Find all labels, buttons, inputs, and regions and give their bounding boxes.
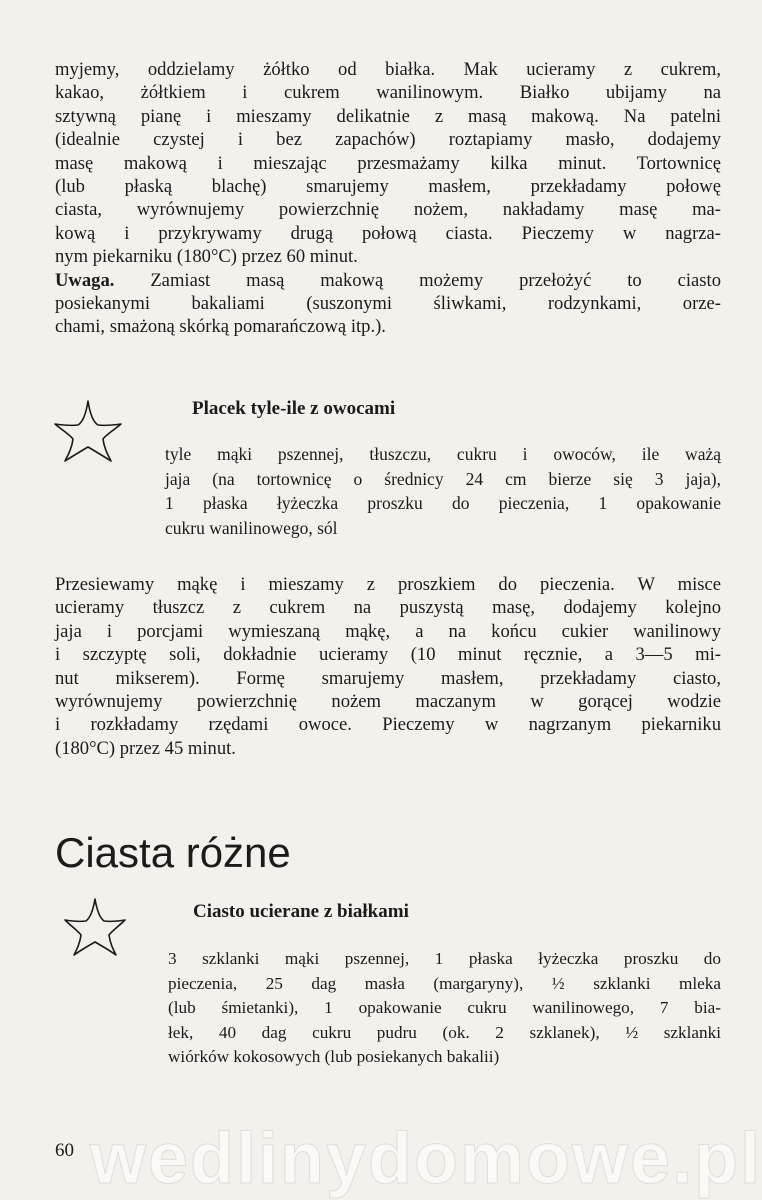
method-line: i rozkładamy rzędami owoce. Pieczemy w nagrzanym piekarniku	[55, 714, 721, 736]
note-line: chami, smażoną skórką pomarańczową itp.).	[55, 316, 386, 338]
method-line: ucieramy tłuszcz z cukrem na puszystą masę, dodajemy kolejno	[55, 597, 721, 619]
section-heading: Ciasta różne	[55, 829, 291, 876]
method-line: jaja i porcjami wymieszaną mąkę, a na końcu cukier wanilinowy	[55, 620, 721, 642]
intro-line: (lub płaską blachę) smarujemy masłem, przekładamy połowę	[55, 176, 721, 198]
ingredients-line: pieczenia, 25 dag masła (margaryny), ½ szklanki mleka	[168, 973, 721, 993]
note-label: Uwaga.	[55, 269, 115, 291]
ingredients-line: wiórków kokosowych (lub posiekanych bakalii)	[168, 1047, 500, 1066]
method-line: nut mikserem). Formę smarujemy masłem, przekładamy ciasto,	[55, 667, 721, 689]
intro-line: (idealnie czystej i bez zapachów) roztapiamy masło, dodajemy	[55, 129, 721, 151]
method-line: (180°C) przez 45 minut.	[55, 737, 236, 759]
intro-line: kową i przykrywamy drugą połową ciasta. Pieczemy w nagrza-	[55, 222, 721, 244]
watermark: wedlinydomowe.pl	[90, 1119, 762, 1199]
method-line: Przesiewamy mąkę i mieszamy z proszkiem do pieczenia. W misce	[55, 574, 721, 595]
intro-line: ciasta, wyrównujemy powierzchnię nożem, nakładamy masę ma-	[55, 199, 721, 221]
method-line: i szczyptę soli, dokładnie ucieramy (10 minut ręcznie, a 3—5 mi-	[55, 644, 721, 666]
recipe-title: Placek tyle-ile z owocami	[192, 398, 396, 419]
note-first-line	[55, 269, 721, 292]
ingredients-line: łek, 40 dag cukru pudru (ok. 2 szklanek), ½ szklanki	[168, 1022, 721, 1042]
note-line: posiekanymi bakaliami (suszonymi śliwkami, rodzynkami, orze-	[55, 293, 721, 315]
intro-line: masę makową i mieszając przesmażamy kilka minut. Tortownicę	[55, 152, 721, 174]
ingredients-line: cukru wanilinowego, sól	[165, 517, 338, 538]
ingredients-line: jaja (na tortownicę o średnicy 24 cm bierze się 3 jaja),	[165, 468, 721, 489]
method-line: wyrównujemy powierzchnię nożem maczanym w gorącej wodzie	[55, 691, 721, 713]
ingredients-line: 3 szklanki mąki pszennej, 1 płaska łyżeczka proszku do	[168, 949, 721, 968]
intro-line: sztywną pianę i mieszamy delikatnie z masą makową. Na patelni	[55, 105, 721, 127]
intro-paragraph	[55, 58, 721, 339]
page-number: 60	[55, 1140, 74, 1161]
ingredients-line: tyle mąki pszennej, tłuszczu, cukru i owoców, ile ważą	[165, 444, 721, 464]
intro-line: myjemy, oddzielamy żółtko od białka. Mak ucieramy z cukrem,	[55, 59, 721, 80]
intro-line: kakao, żółtkiem i cukrem wanilinowym. Białko ubijamy na	[55, 82, 721, 104]
ingredients-list	[165, 442, 721, 540]
star-icon	[62, 896, 128, 958]
note-text: Zamiast masą makową możemy przełożyć to ciasto	[150, 269, 721, 291]
intro-line: nym piekarniku (180°C) przez 60 minut.	[55, 246, 358, 268]
ingredients-line: 1 płaska łyżeczka proszku do pieczenia, 1 opakowanie	[165, 493, 721, 513]
star-icon	[52, 398, 124, 464]
ingredients-line: (lub śmietanki), 1 opakowanie cukru wanilinowego, 7 bia-	[168, 998, 721, 1017]
ingredients-list	[168, 947, 721, 1070]
method-paragraph	[55, 573, 721, 760]
recipe-title: Ciasto ucierane z białkami	[193, 901, 409, 922]
